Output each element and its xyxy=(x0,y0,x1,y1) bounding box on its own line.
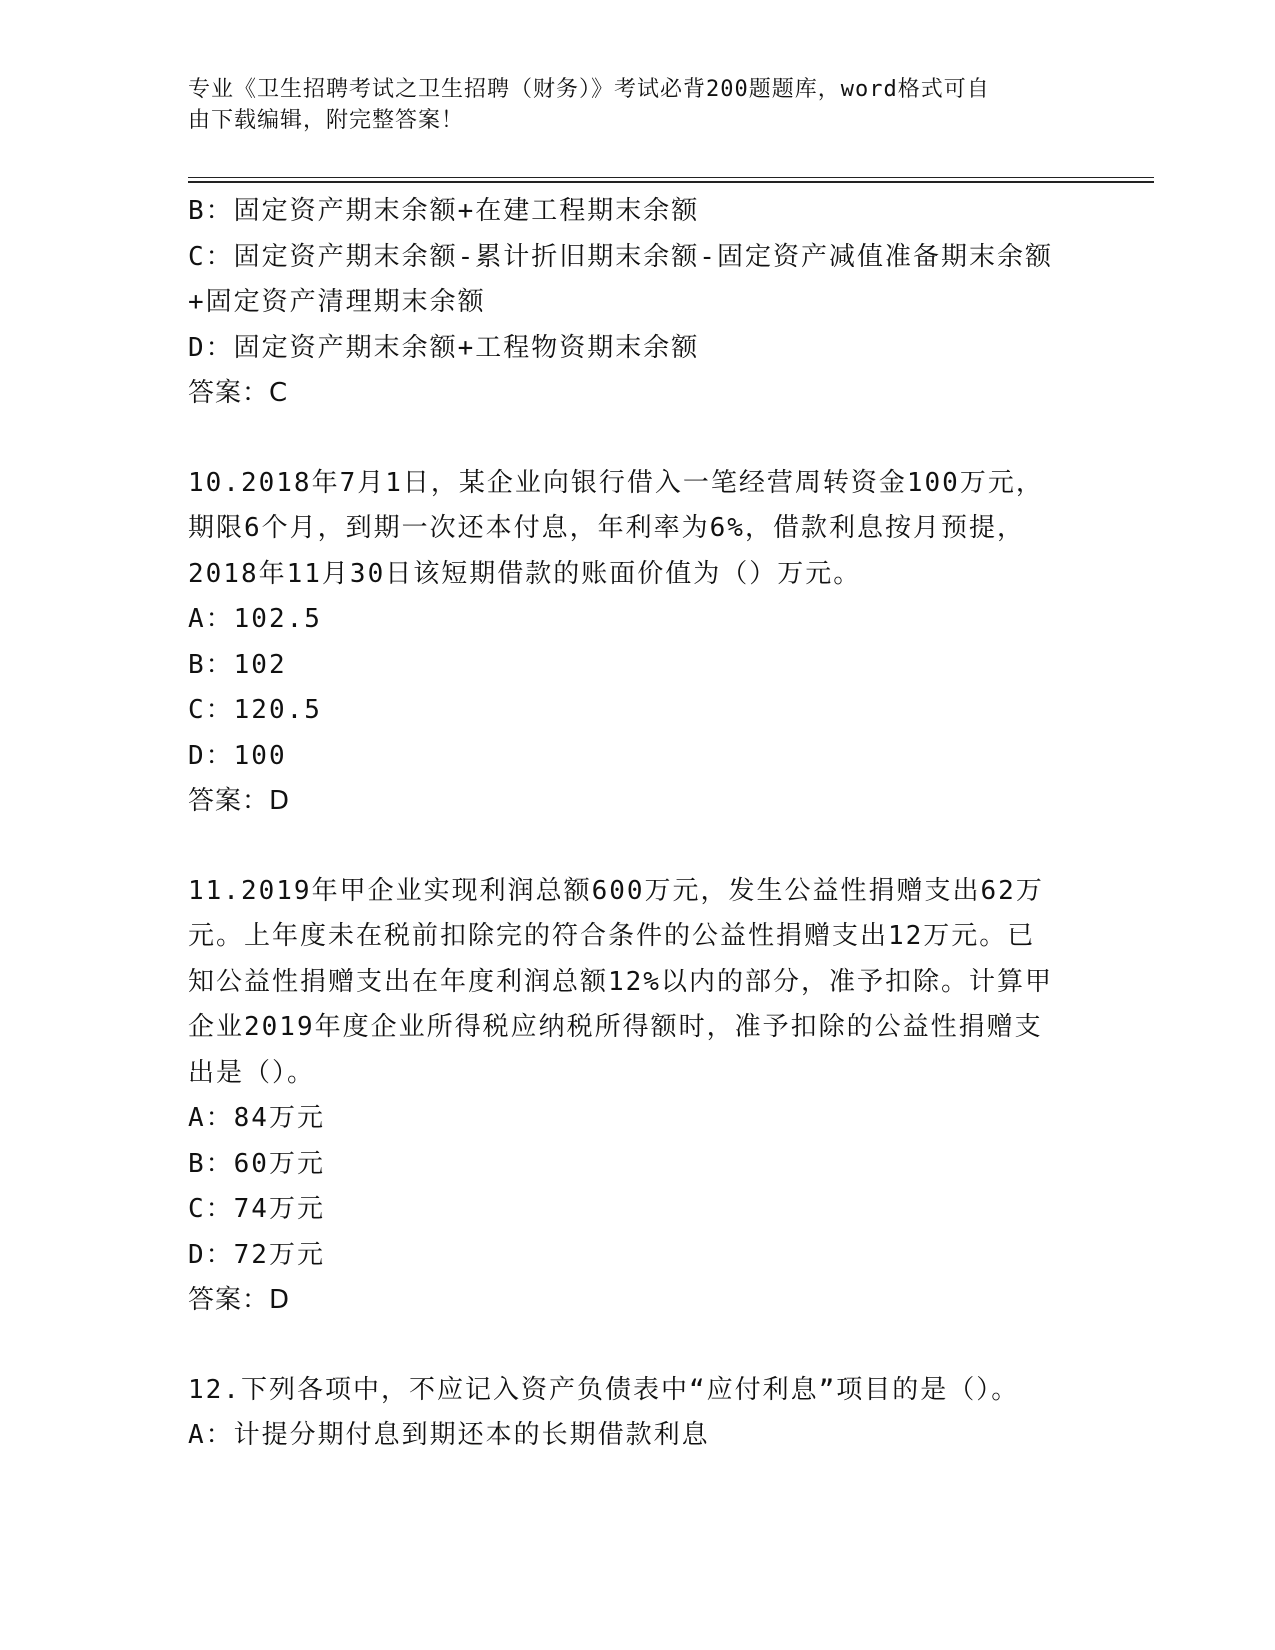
question-12-option-a: A：计提分期付息到期还本的长期借款利息 xyxy=(188,1420,710,1450)
question-9-answer: 答案：C xyxy=(188,378,289,408)
question-10 xyxy=(188,461,1088,825)
question-10-option-a: A：102.5 xyxy=(188,604,322,634)
question-9-option-b: B：固定资产期末余额+在建工程期末余额 xyxy=(188,196,700,226)
question-10-stem-line-2: 期限6个月，到期一次还本付息，年利率为6%，借款利息按月预提， xyxy=(188,513,1025,543)
question-10-option-c: C：120.5 xyxy=(188,695,322,725)
question-11-option-d: D：72万元 xyxy=(188,1239,325,1270)
page-header xyxy=(188,74,1068,136)
question-11 xyxy=(188,869,1088,1324)
question-11-option-c: C：74万元 xyxy=(188,1194,325,1224)
question-12-stem-line-1: 12.下列各项中，不应记入资产负债表中“应付利息”项目的是（）。 xyxy=(188,1374,1020,1405)
spacer xyxy=(188,417,1088,461)
header-divider-thick xyxy=(188,181,1154,183)
question-10-stem-line-3: 2018年11月30日该短期借款的账面价值为（）万元。 xyxy=(188,558,862,589)
document-body xyxy=(188,189,1088,1459)
question-10-option-d: D：100 xyxy=(188,740,287,771)
question-11-stem-line-4: 企业2019年度企业所得税应纳税所得额时，准予扣除的公益性捐赠支 xyxy=(188,1012,1043,1042)
question-10-stem-line-1: 10.2018年7月1日，某企业向银行借入一笔经营周转资金100万元， xyxy=(188,467,1044,498)
question-12 xyxy=(188,1368,1088,1459)
question-11-stem-line-5: 出是（）。 xyxy=(188,1057,316,1088)
header-title-line-1: 专业《卫生招聘考试之卫生招聘（财务）》考试必背200题题库，word格式可自 xyxy=(188,77,990,102)
question-9-option-c-line-2: +固定资产清理期末余额 xyxy=(188,287,486,317)
question-9-tail xyxy=(188,189,1088,417)
question-11-option-a: A：84万元 xyxy=(188,1103,325,1133)
spacer xyxy=(188,825,1088,869)
question-9-option-d: D：固定资产期末余额+工程物资期末余额 xyxy=(188,332,700,363)
question-11-stem-line-2: 元。上年度未在税前扣除完的符合条件的公益性捐赠支出12万元。已 xyxy=(188,921,1036,951)
question-11-stem-line-3: 知公益性捐赠支出在年度利润总额12%以内的部分，准予扣除。计算甲 xyxy=(188,966,1053,997)
question-10-answer: 答案：D xyxy=(188,786,291,816)
question-11-option-b: B：60万元 xyxy=(188,1148,325,1179)
header-divider-thin xyxy=(188,177,1154,178)
question-11-stem-line-1: 11.2019年甲企业实现利润总额600万元，发生公益性捐赠支出62万 xyxy=(188,875,1044,906)
question-10-option-b: B：102 xyxy=(188,649,287,680)
question-11-answer: 答案：D xyxy=(188,1285,291,1315)
spacer xyxy=(188,1324,1088,1368)
header-title-line-2: 由下载编辑，附完整答案！ xyxy=(188,108,465,133)
question-9-option-c-line-1: C：固定资产期末余额-累计折旧期末余额-固定资产减值准备期末余额 xyxy=(188,241,1053,272)
